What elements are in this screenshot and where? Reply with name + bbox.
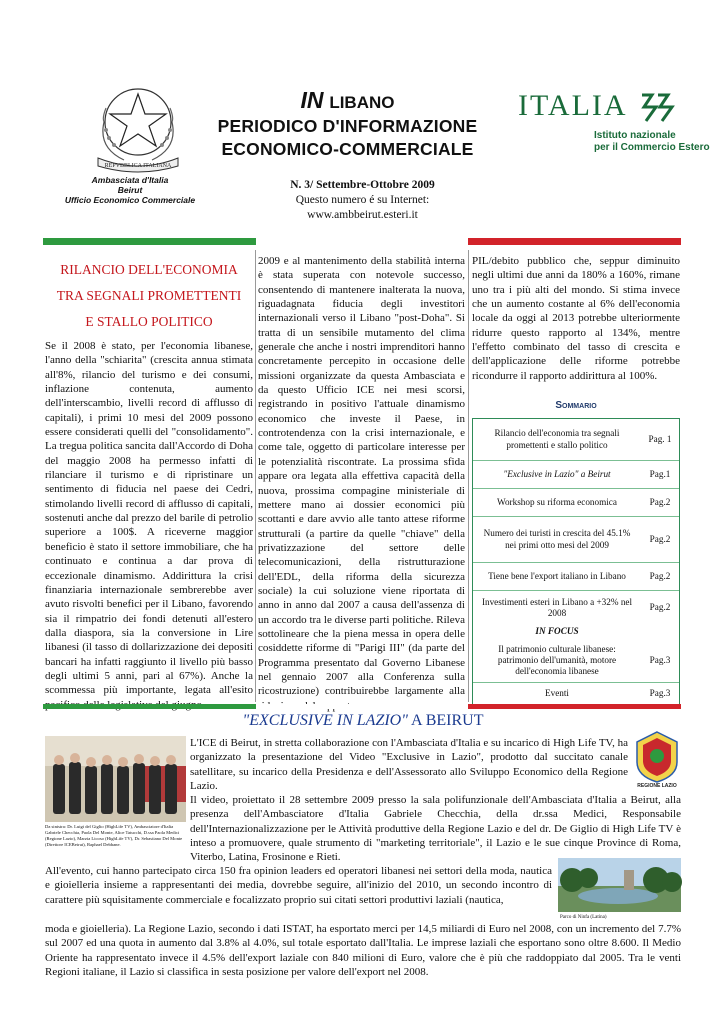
toc-row[interactable]: Rilancio dell'economia tra segnali promettenti e stallo politico Pag. 1	[473, 419, 679, 461]
ambasciata-line3: Ufficio Economico Commerciale	[64, 195, 196, 205]
title-line2: PERIODICO D'INFORMAZIONE	[217, 116, 478, 136]
toc-row[interactable]: Eventi Pag.3	[545, 688, 671, 699]
article-column-1: Se il 2008 è stato, per l'economia libanese, l'anno della "schiarita" (crescita annua stimata all'8%, rilancio del turismo e dei consumi, inflazione contenuta, aumento dell'interscambio, livelli record di afflusso di capitali), i primi 10 mesi del 2009 possono essere considerati quelli del "consolidamento". La tregua politica sancita dall'Accordo di Doha del maggio 2008 ha permesso infatti di rilanciare il turismo e di ripristinare un sentimento di fiducia nel paese dei Cedri, stimolando livelli record di afflusso di capitali, sostenuti anche dal prezzo del barile di petrolio superiore a 100$. A riceverne maggior beneficio è stato il settore immobiliare, che ha continuato e continua a dar prova di eccezionale dinamismo. Addirittura la crisi finanziaria internazionale sembrerebbe aver avuto risvolti benefici per il Libano, favorendo sia il rimpatrio dei fondi detenuti all'estero dalla diaspora, sia la conversione in Lire libanesi (il tasso di dollarizzazione dei depositi bancari ha infatti raggiunto il livello più basso degli ultimi 5 anni, pari al 67%). Anche la scommessa più importante, legata all'esito	[45, 340, 254, 697]
svg-text:REPVBBLICA ITALIANA: REPVBBLICA ITALIANA	[104, 163, 172, 169]
column-divider	[255, 250, 256, 702]
toc-row[interactable]: Workshop su riforma economica Pag.2	[473, 489, 679, 517]
title-libano: LIBANO	[329, 93, 395, 112]
regione-lazio-logo	[633, 730, 681, 788]
ambasciata-line1: Ambasciata d'Italia	[91, 175, 169, 185]
toc-row[interactable]: Il patrimonio culturale libanese: patrimonio dell'umanità, motore dell'economia libanese Pag.3	[473, 639, 679, 683]
toc-row[interactable]: Tiene bene l'export italiano in Libano Pag.2	[473, 563, 679, 591]
parco-di-ninfa-photo	[558, 858, 681, 912]
toc-row[interactable]: "Exclusive in Lazio" a Beirut Pag.1	[473, 461, 679, 489]
photo-caption: Da sinistra: Dr. Luigi del Giglio (HighLife TV), Ambasciatore d'Italia Gabriele Checchia, Paola Del Monte, Alice Tatucchi, D.ssa Paola Medici (Regione Lazio), Marzia Licoso (HighLife TV), Dr. Sebastiano Del Monte (Direttore ICEBeirut), Raphael Debbane.	[45, 824, 183, 847]
toc-section-in-focus: IN FOCUS	[535, 626, 579, 637]
column-divider	[468, 250, 469, 702]
ice-logo	[516, 85, 710, 165]
embassy-block	[40, 175, 220, 205]
article-title: RILANCIO DELL'ECONOMIA TRA SEGNALI PROMETTENTI E STALLO POLITICO	[56, 262, 242, 329]
sommario-title: Sommario	[555, 400, 597, 411]
photo-caption: Parco di Ninfa (Latina)	[560, 915, 607, 920]
table-of-contents	[472, 418, 680, 706]
title-line3: ECONOMICO-COMMERCIALE	[221, 139, 474, 159]
issue-line2: Questo numero é su Internet:	[295, 194, 430, 206]
lazio-paragraph-4: moda e gioielleria). La Regione Lazio, secondo i dati ISTAT, ha esportato merci per 14,5 miliardi di Euro nel 2008, con un incremento del 7.7% sul 2007 ed una quota in aumento dal 3.8% al 4.0%, sul totale esportato dall'Italia. Le imprese laziali che esportano sono oltre 8.600. Il Medio Oriente ha rappresentato invece il 4.5% dell'export laziale con 840 milioni di Euro, valore che è più che raddoppiato dal 2005. Tra le venti Regioni italiane, il Lazio si classifica in sesta posizione per valore dell'export nel 2008.	[45, 923, 681, 979]
svg-text:per il Commercio Estero: per il Commercio Estero	[594, 142, 710, 153]
toc-row[interactable]: Numero dei turisti in crescita del 45.1% nei primi otto mesi del 2009 Pag.2	[473, 517, 679, 563]
article-column-2: 2009 e al mantenimento della stabilità interna è stata superata con notevole successo, consentendo di mantenere inalterata la nuova, riguadagnata fiducia degli investitori internazionali verso il Libano "post-Doha". Si tratta di un sensibile mutamento del clima generale che anche i nostri imprenditori hanno concretamente percepito in occasione delle missioni organizzate da questa Ambasciata e da questo Ufficio ICE nei mesi scorsi, registrando in positivo l'attuale dinamismo economico che investe il Paese, in controtendenza con la crisi internazionale, e come tale, oggetto di particolare interesse per le potenzialità riscontrate. La prossima sfida appare ora legata alla effettiva capacità della nuova, prossima compagine ministeriale di mettere mano ai dossier economici più scottanti e dare avvio alle tanto attese riforme strutturali (a partire da quelle "chiave" della privatizzazione del settore delle telecomunicazioni, della ristrutturazione dell'EDL, della riforma della sicurezza sociale) la cui soluzione viene riportata di anno in anno dal 2007 a causa dell'assenza di un accordo tra le diverse parti politiche. Rileva sottolineare che la piena messa in opera delle cosiddette riforme di "Parigi III" (da parte del Programma presentato dal Governo Libanese nel gennaio 2007 alla Conferenza sulla ricostruzione) contribuirebbe largamente alla	[258, 255, 465, 698]
title-in: IN	[300, 87, 324, 113]
svg-text:Istituto nazionale: Istituto nazionale	[594, 130, 676, 141]
lazio-paragraph-2: Il video, proiettato il 28 settembre 2009 presso la sala polifunzionale dell'Ambasciata d'Italia a Beirut, alla presenza dell'Ambasciatore d'Italia Gabriele Checchia, della dr.ssa Medici, Responsabile dell'Internazionalizzazione per le Attività produttive della Regione Lazio e del dr. De Giglio di High Life TV è inteso a promuovere, quale strumento di "marketing territoriale", il Lazio e le sue cinque Province di Roma, Viterbo, Latina, Frosinone e Rieti.	[190, 794, 681, 864]
newsletter-title	[205, 88, 490, 161]
lazio-paragraph-1: L'ICE di Beirut, in stretta collaborazione con l'Ambasciata d'Italia e su incarico di High Life TV, ha organizzato la presentazione del Video "Exclusive in Lazio", prodotto dal succitato canale satellitare, su incarico della Presidenza e dell'Assessorato allo Sviluppo Economico della Regione Lazio.	[190, 737, 628, 793]
issue-info	[250, 178, 475, 223]
lazio-paragraph-3: All'evento, cui hanno partecipato circa 150 fra opinion leaders ed operatori libanesi nei settori della moda, nautica e gioielleria insieme a rappresentanti dei media, dovrebbe seguire, all'inizio del 2010, un secondo incontro di carattere più squisitamente commerciale e focalizzato proprio sui citati settori produttivi laziali (nautica,	[45, 865, 552, 906]
article-column-3: PIL/debito pubblico che, seppur diminuito negli ultimi due anni da 180% a 160%, rimane uno tra i più alti del mondo. Si stima invece che un aumento costante al 6% dell'economia locale da oggi al 2013 potrebbe ulteriormente ridurre questo rapporto al 134%, mentre l'effetto combinato del tasso di crescita e dell'applicazione delle riforme potrebbe ricondurre il rapporto addirittura al 100%.	[472, 255, 680, 382]
issue-url[interactable]: www.ambbeirut.esteri.it	[307, 209, 418, 221]
flag-divider	[43, 238, 681, 245]
toc-row[interactable]: Investimenti esteri in Libano a +32% nel 2008 Pag.2	[481, 596, 671, 618]
issue-number: N. 3/ Settembre-Ottobre 2009	[290, 179, 435, 191]
italian-republic-emblem	[84, 78, 192, 178]
ambasciata-line2: Beirut	[117, 185, 143, 195]
flag-divider	[43, 704, 681, 709]
event-group-photo	[45, 736, 186, 822]
svg-text:REGIONE LAZIO: REGIONE LAZIO	[637, 783, 677, 789]
svg-text:ITALIA: ITALIA	[518, 89, 628, 122]
section-title: "EXCLUSIVE IN LAZIO" A BEIRUT	[242, 712, 484, 729]
